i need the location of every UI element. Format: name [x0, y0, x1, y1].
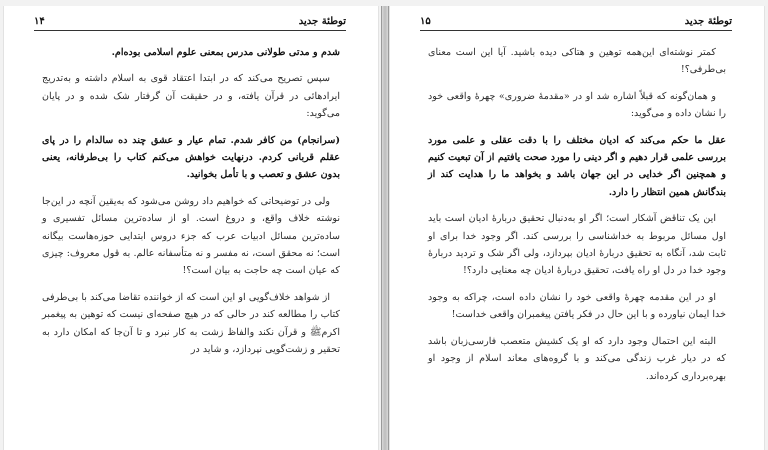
page-body [428, 44, 726, 394]
page-header [420, 16, 732, 31]
body-paragraph: سپس تصریح می‌کند که در ابتدا اعتقاد قوی به اسلام داشته و به‌تدریج ایرادهائی در قرآن یافته، و در حقیقت آن گرفتار شک شده و در پایان می‌گوید: [42, 73, 340, 120]
running-title: توطئة جديد [298, 16, 346, 27]
page-header [34, 16, 346, 31]
left-page [3, 6, 379, 450]
right-page [389, 6, 765, 450]
page-number: ۱۵ [420, 16, 431, 27]
body-paragraph: و همان‌گونه که قبلاً اشاره شد او در «مقدمهٔ ضروری» چهرهٔ واقعی خود را نشان داده و می‌گوید: [428, 90, 726, 120]
body-paragraph: کمتر نوشته‌ای این‌همه توهین و هتاکی دیده باشید. آیا این است معنای بی‌طرفی؟! [428, 47, 726, 76]
body-paragraph: ولی در توضیحاتی که خواهیم داد روشن می‌شود که به‌یقین آنچه در این‌جا نوشته خلاف واقع، و دروغ است. او از ساده‌ترین مسائل تفسیری و ساده‌ترین مسائل ادبیات عرب که جزء دروس ابتدایی حوزه‌هاست بیگانه است؛ نه محقق است، نه مفسر و نه متأسفانه عالم. به قول معروف: چیزی که عیان است چه حاجت به بیان است؟! [42, 195, 340, 277]
quote-paragraph: (سرانجام) من کافر شدم. تمام عیار و عشق چند ده سالدام را در پای عقلم قربانی کردم. درنهایت خواهش می‌کنم کتاب را بی‌طرفانه، یعنی بدون عشق و تعصب و با تأمل بخوانید. [42, 134, 340, 181]
body-paragraph: البته این احتمال وجود دارد که او یک کشیش متعصب فارسی‌زبان باشد که در دیار غرب زندگی می‌کند و با گروه‌های معاند اسلام از وجود او بهره‌برداری کرده‌اند. [428, 335, 726, 382]
page-body [42, 44, 340, 368]
quote-paragraph: عقل ما حکم می‌کند که ادیان مختلف را با دقت عقلی و علمی مورد بررسی علمی قرار دهیم و اگر دینی را مورد صحت یافتیم از آن تبعیت کنیم و همچنین اگر خدایی در این جهان باشد و بخواهد ما را هدایت کند از بندگانش همین انتظار را دارد. [428, 134, 726, 198]
body-paragraph: او در این مقدمه چهرهٔ واقعی خود را نشان داده است، چراکه به وجود خدا ایمان نیاورده و با این حال در فکر یافتن پیغمبران واقعی خداست! [428, 291, 726, 321]
quote-paragraph: شدم و مدتی طولانی مدرس بمعنی علوم اسلامی بوده‌ام. [111, 47, 340, 58]
body-paragraph: از شواهد خلاف‌گویی او این است که از خواننده تقاضا می‌کند با بی‌طرفی کتاب را مطالعه کند در حالی که در هیچ صفحه‌ای نیست که توهین به پیغمبر اکرمﷺ و قرآن نکند والفاظ زشت به کار نبرد و تا آن‌جا که امکان دارد به تحقیر و زشت‌گویی نپردازد، و شاید در [42, 291, 340, 356]
page-number: ۱۴ [34, 16, 45, 27]
running-title: توطئة جديد [684, 16, 732, 27]
book-gutter [381, 6, 389, 450]
body-paragraph: این یک تناقض آشکار است؛ اگر او به‌دنبال تحقیق دربارهٔ ادیان است باید اول مسائل مربوط به خداشناسی را بررسی کند. اگر وجود خدا برای او ثابت شد، آنگاه به تحقیق دربارهٔ ادیان بپردازد، ولی اگر شک و تردید دربارهٔ وجود خدا در دل او راه یافت، تحقیق دربارهٔ ادیان چه معنایی دارد؟! [428, 213, 726, 277]
